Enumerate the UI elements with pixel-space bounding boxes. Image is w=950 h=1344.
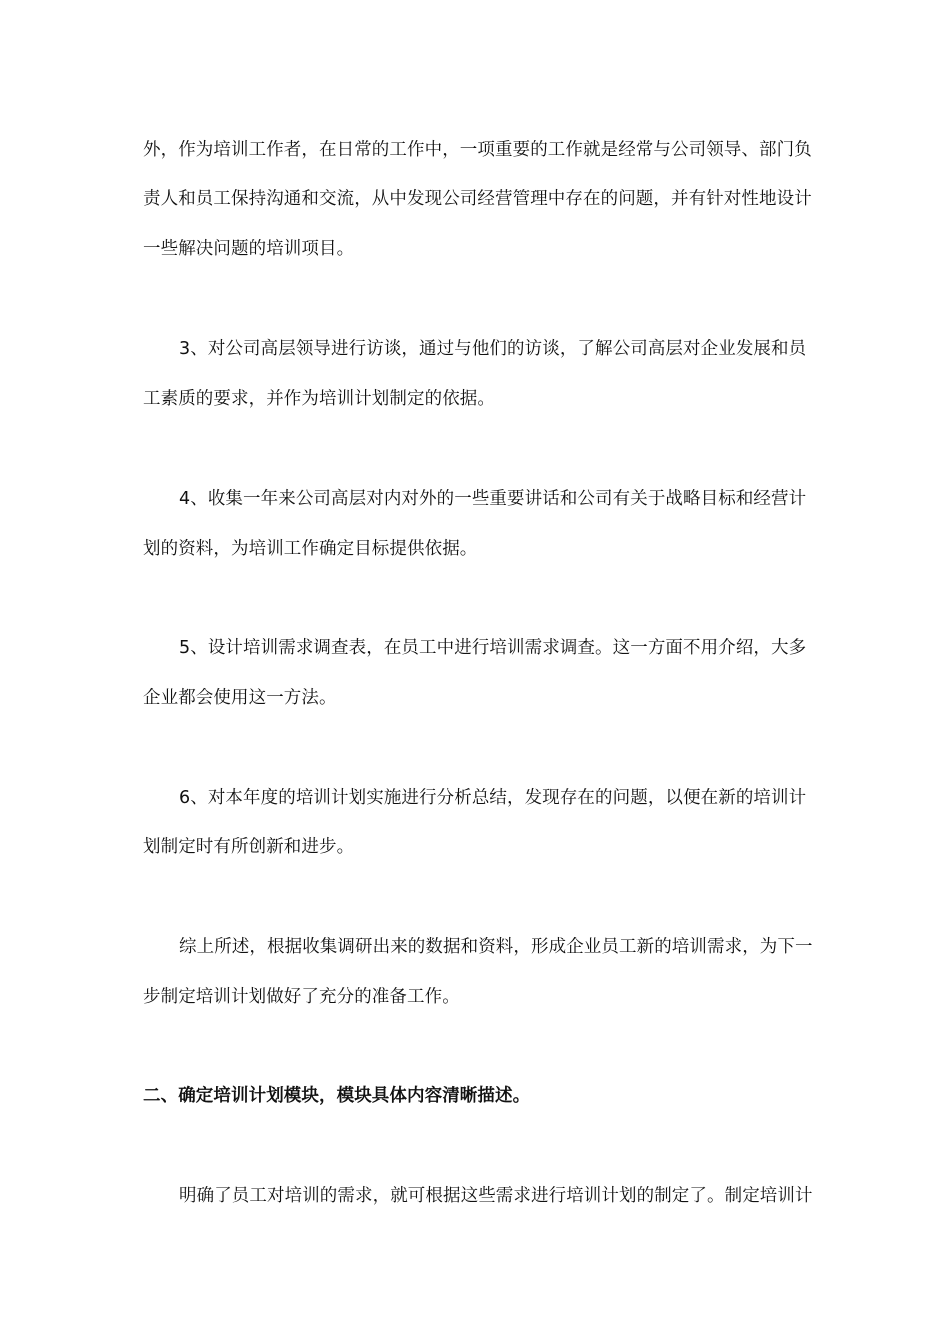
paragraph-item-4-line-1: 4、收集一年来公司高层对内对外的一些重要讲话和公司有关于战略目标和经营计 <box>179 489 807 509</box>
paragraph-item-4-line-2: 划的资料，为培训工作确定目标提供依据。 <box>143 539 478 559</box>
paragraph-item-6-line-1: 6、对本年度的培训计划实施进行分析总结，发现存在的问题，以便在新的培训计 <box>179 788 807 808</box>
paragraph-closing-line-1: 明确了员工对培训的需求，就可根据这些需求进行培训计划的制定了。制定培训计 <box>179 1186 813 1206</box>
paragraph-intro-line-2: 责人和员工保持沟通和交流，从中发现公司经营管理中存在的问题，并有针对性地设计 <box>143 189 812 209</box>
paragraph-item-6-line-2: 划制定时有所创新和进步。 <box>143 837 355 857</box>
section-heading: 二、确定培训计划模块，模块具体内容清晰描述。 <box>143 1086 531 1106</box>
paragraph-item-5-line-2: 企业都会使用这一方法。 <box>143 688 337 708</box>
paragraph-item-3-line-2: 工素质的要求，并作为培训计划制定的依据。 <box>143 389 495 409</box>
paragraph-summary-line-2: 步制定培训计划做好了充分的准备工作。 <box>143 987 460 1007</box>
paragraph-summary-line-1: 综上所述，根据收集调研出来的数据和资料，形成企业员工新的培训需求，为下一 <box>179 937 813 957</box>
paragraph-intro-line-3: 一些解决问题的培训项目。 <box>143 239 355 259</box>
paragraph-item-5-line-1: 5、设计培训需求调查表，在员工中进行培训需求调查。这一方面不用介绍，大多 <box>179 638 807 658</box>
paragraph-item-3-line-1: 3、对公司高层领导进行访谈，通过与他们的访谈，了解公司高层对企业发展和员 <box>179 339 807 359</box>
paragraph-intro-line-1: 外，作为培训工作者，在日常的工作中，一项重要的工作就是经常与公司领导、部门负 <box>143 140 812 160</box>
